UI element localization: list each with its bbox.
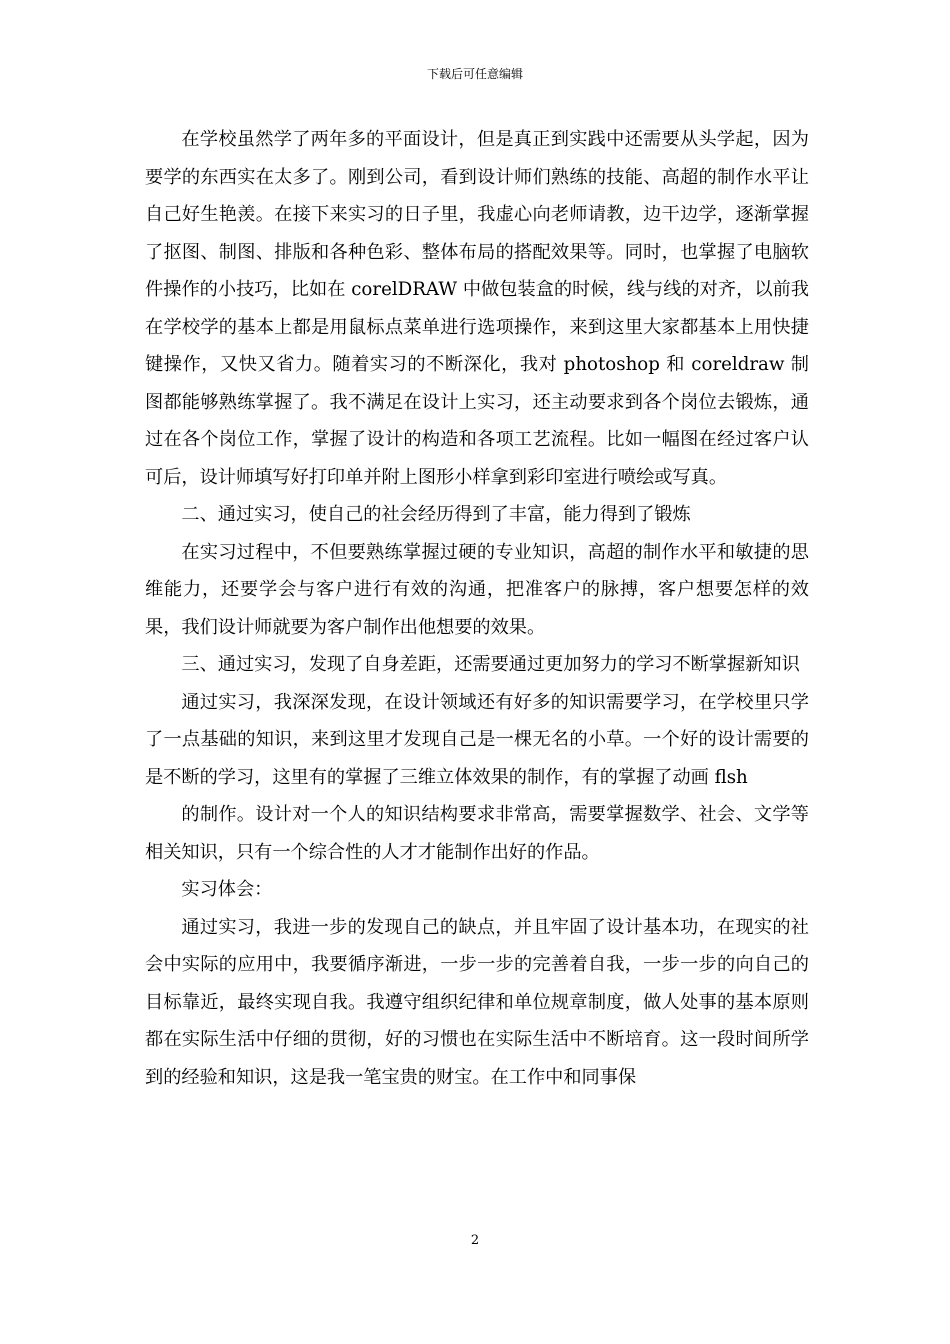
- section-heading-two: 二、通过实习，使自己的社会经历得到了丰富，能力得到了锻炼: [181, 504, 691, 525]
- paragraph-client-communication: 在实习过程中，不但要熟练掌握过硬的专业知识，高超的制作水平和敏捷的思维能力，还要学会与客户进行有效的沟通，把准客户的脉搏，客户想要怎样的效果，我们设计师就要为客户制作出他想要的效果。: [145, 541, 809, 638]
- paragraph-experience: 通过实习，我进一步的发现自己的缺点，并且牢固了设计基本功，在现实的社会中实际的应用中，我要循序渐进，一步一步的完善着自我，一步一步的向自己的目标靠近，最终实现自我。我遵守组织纪律和单位规章制度，做人处事的基本原则都在实际生活中仔细的贯彻，好的习惯也在实际生活中不断培育。这一段时间所学到的经验和知识，这是我一笔宝贵的财宝。在工作中和同事保: [145, 916, 809, 1088]
- paragraph-design-learning: 在学校虽然学了两年多的平面设计，但是真正到实践中还需要从头学起，因为要学的东西实在太多了。刚到公司，看到设计师们熟练的技能、高超的制作水平让自己好生艳羡。在接下来实习的日子里，我虚心向老师请教，边干边学，逐渐掌握了抠图、制图、排版和各种色彩、整体布局的搭配效果等。同时，也掌握了电脑软件操作的小技巧，比如在 corelDRAW 中做包装盒的时候，线与线的对齐，以前我在学校学的基本上都是用鼠标点菜单进行选项操作，来到这里大家都基本上用快捷键操作，又快又省力。随着实习的不断深化，我对 photoshop 和 coreldraw 制图都能够熟练掌握了。我不满足在设计上实习，还主动要求到各个岗位去锻炼，通过在各个岗位工作，掌握了设计的构造和各项工艺流程。比如一幅图在经过客户认可后，设计师填写好打印单并附上图形小样拿到彩印室进行喷绘或写真。: [145, 129, 809, 488]
- page-number: 2: [470, 1233, 480, 1248]
- section-heading-three: 三、通过实习，发现了自身差距，还需要通过更加努力的学习不断掌握新知识: [181, 654, 800, 675]
- page-header: 下载后可任意编辑: [426, 67, 523, 81]
- paragraph-continued-learning: 通过实习，我深深发现，在设计领域还有好多的知识需要学习，在学校里只学了一点基础的知识，来到这里才发现自己是一棵无名的小草。一个好的设计需要的是不断的学习，这里有的掌握了三维立体效果的制作，有的掌握了动画 flsh: [145, 691, 809, 788]
- document-body: [145, 121, 809, 1096]
- paragraph-knowledge-structure: 的制作。设计对一个人的知识结构要求非常高，需要掌握数学、社会、文学等相关知识，只有一个综合性的人才才能制作出好的作品。: [145, 804, 809, 863]
- section-heading-experience: 实习体会：: [181, 879, 273, 900]
